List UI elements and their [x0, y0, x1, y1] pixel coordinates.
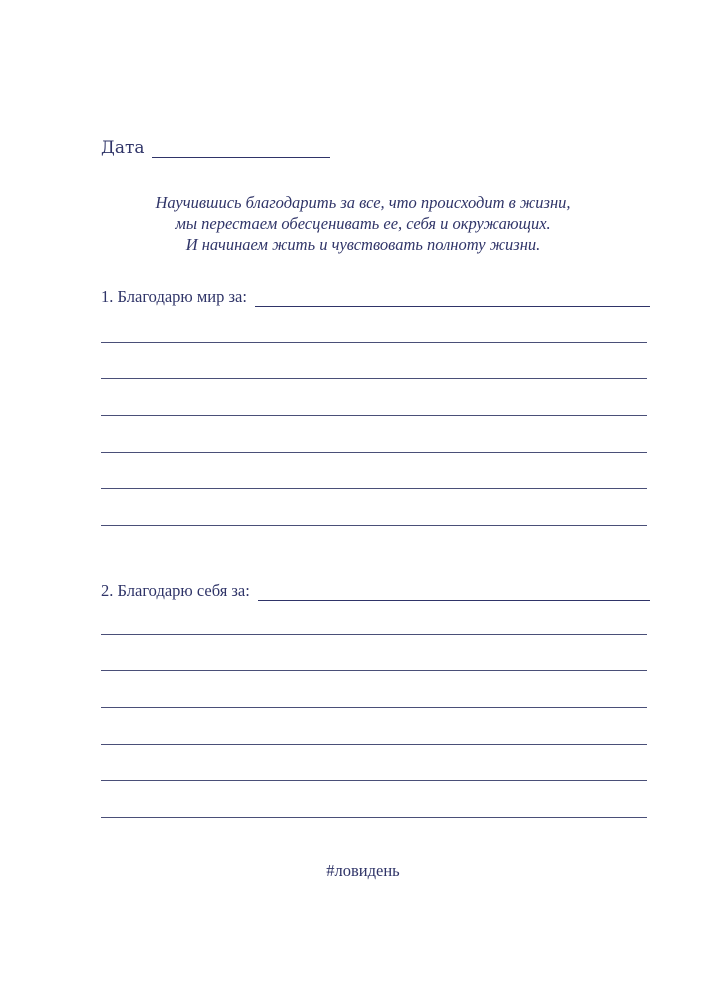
section-label-world: 1. Благодарю мир за:	[101, 287, 247, 306]
footer-hashtag: #ловидень	[326, 861, 400, 880]
writing-line[interactable]	[101, 781, 647, 818]
section-label-self: 2. Благодарю себя за:	[101, 581, 250, 600]
quote-line-1: Научившись благодарить за все, что происходит в жизни,	[155, 193, 571, 212]
writing-line[interactable]	[101, 453, 647, 490]
writing-line[interactable]	[101, 598, 647, 635]
writing-line[interactable]	[101, 708, 647, 745]
date-label: Дата	[101, 138, 145, 158]
writing-line[interactable]	[101, 635, 647, 672]
writing-line[interactable]	[101, 379, 647, 416]
writing-lines-world	[101, 306, 647, 526]
date-row	[101, 138, 330, 158]
section-first-line-world[interactable]	[255, 290, 650, 307]
writing-line[interactable]	[101, 306, 647, 343]
quote-block	[100, 192, 626, 255]
date-input-line[interactable]	[152, 139, 330, 158]
section-title-world	[101, 287, 650, 307]
writing-line[interactable]	[101, 489, 647, 526]
writing-line[interactable]	[101, 416, 647, 453]
writing-line[interactable]	[101, 671, 647, 708]
writing-lines-self	[101, 598, 647, 818]
writing-line[interactable]	[101, 745, 647, 782]
quote-line-2: мы перестаем обесценивать ее, себя и окружающих.	[175, 214, 551, 233]
quote-line-3: И начинаем жить и чувствовать полноту жизни.	[185, 235, 541, 254]
writing-line[interactable]	[101, 343, 647, 380]
